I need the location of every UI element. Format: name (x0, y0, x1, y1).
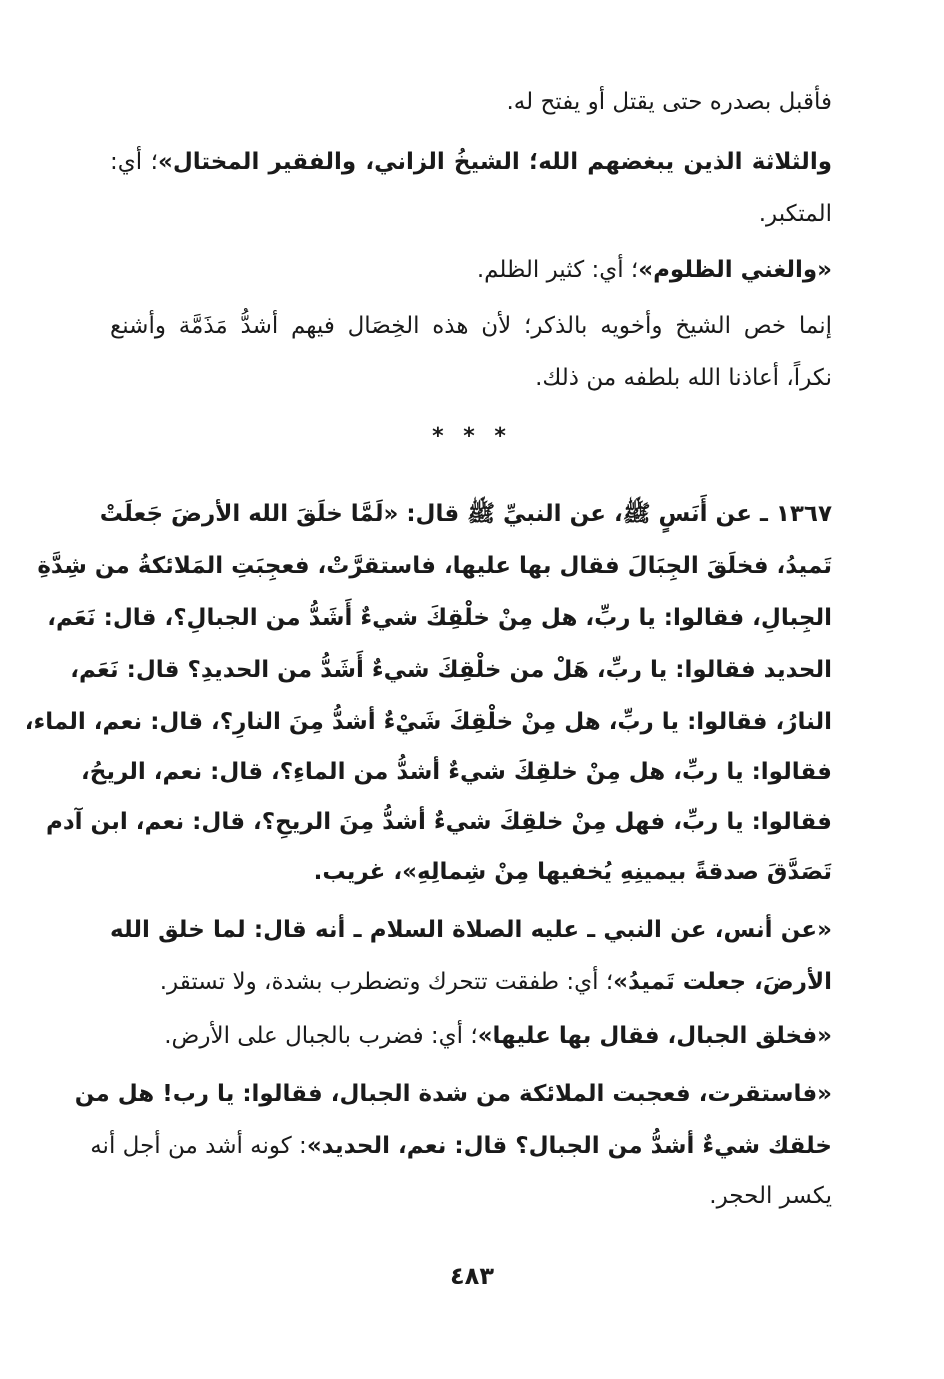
text-line (110, 1176, 832, 1216)
bold-text-segment: «فاستقرت، فعجبت الملائكة من شدة الجبال، فقالوا: يا رب! هل من (74, 1081, 832, 1107)
bold-text-segment: تَميدُ، فخلَقَ الجِبَالَ فقال بها عليها، فاستقرَّتْ، فعجِبَتِ المَلائكةُ من شِدَّةِ (37, 553, 832, 579)
text-line (110, 910, 832, 950)
bold-text-segment: «فخلق الجبال، فقال بها عليها» (477, 1023, 832, 1049)
section-separator: * * * (432, 424, 512, 449)
bold-text-segment: فقالوا: يا ربِّ، فهل مِنْ خلقِكَ شيءٌ أشدُّ مِنَ الريحِ؟، قال: نعم، ابن آدم (46, 809, 832, 835)
text-segment: المتكبر. (758, 201, 832, 227)
text-line (110, 194, 832, 234)
bold-text-segment: «عن أنس، عن النبي ـ عليه الصلاة السلام ـ أنه قال: لما خلق الله (110, 917, 832, 943)
text-line (110, 1016, 832, 1056)
text-segment: يكسر الحجر. (709, 1183, 832, 1209)
bold-text-segment: ١٣٦٧ ـ عن أَنَسٍ ﷺ، عن النبيِّ ﷺ قال: «لَمَّا خلَقَ الله الأرضَ جَعلَتْ (99, 501, 832, 527)
text-line (37, 546, 832, 586)
page-number: ٤٨٣ (450, 1262, 494, 1290)
bold-text-segment: خلقك شيءٌ أشدُّ من الجبال؟ قال: نعم، الحديد» (306, 1133, 832, 1159)
text-line (99, 494, 832, 534)
text-line (110, 852, 832, 892)
text-segment: نكراً، أعاذنا الله بلطفه من ذلك. (535, 365, 832, 391)
text-line (46, 802, 832, 842)
bold-text-segment: النارُ، فقالوا: يا ربِّ، هل مِنْ خلْقِكَ شَيْءٌ أشدُّ مِنَ النارِ؟، قال: نعم، الماء، (24, 709, 832, 735)
text-line (47, 598, 832, 638)
text-segment: : كونه أشد من أجل أنه (90, 1133, 307, 1159)
text-line (110, 142, 832, 182)
text-line (110, 962, 832, 1002)
bold-text-segment: تَصَدَّقَ صدقةً بيمينِهِ يُخفيها مِنْ شِمالِهِ»، غريب. (313, 859, 832, 885)
text-line (110, 82, 832, 122)
bold-text-segment: والثلاثة الذين يبغضهم الله؛ الشيخُ الزاني، والفقير المختال» (157, 149, 832, 175)
text-line (90, 1126, 832, 1166)
text-line (81, 752, 832, 792)
bold-text-segment: الحديد فقالوا: يا ربِّ، هَلْ من خلْقِكَ شيءٌ أَشَدُّ من الحديدِ؟ قال: نَعَم، (70, 657, 832, 683)
text-line (70, 650, 832, 690)
bold-text-segment: الأرضَ، جعلت تَميدُ» (613, 969, 832, 995)
text-segment: ؛ أي: (110, 149, 158, 175)
text-line (74, 1074, 832, 1114)
text-segment: ؛ أي: فضرب بالجبال على الأرض. (164, 1023, 478, 1049)
text-segment: ؛ أي: كثير الظلم. (476, 257, 639, 283)
text-segment: ؛ أي: طفقت تتحرك وتضطرب بشدة، ولا تستقر. (159, 969, 614, 995)
text-segment: فأقبل بصدره حتى يقتل أو يفتح له. (506, 89, 832, 115)
bold-text-segment: «والغني الظلوم» (638, 257, 832, 283)
text-line (110, 358, 832, 398)
text-line (110, 250, 832, 290)
text-segment: إنما خص الشيخ وأخويه بالذكر؛ لأن هذه الخِصَال فيهم أشدُّ مَذَمَّة وأشنع (110, 313, 832, 339)
text-line (110, 306, 832, 346)
bold-text-segment: الجِبالِ، فقالوا: يا ربِّ، هل مِنْ خلْقِكَ شيءٌ أَشَدُّ من الجبالِ؟، قال: نَعَم، (47, 605, 832, 631)
bold-text-segment: فقالوا: يا ربِّ، هل مِنْ خلقِكَ شيءٌ أشدُّ من الماءِ؟، قال: نعم، الريحُ، (81, 759, 832, 785)
text-line (24, 702, 832, 742)
